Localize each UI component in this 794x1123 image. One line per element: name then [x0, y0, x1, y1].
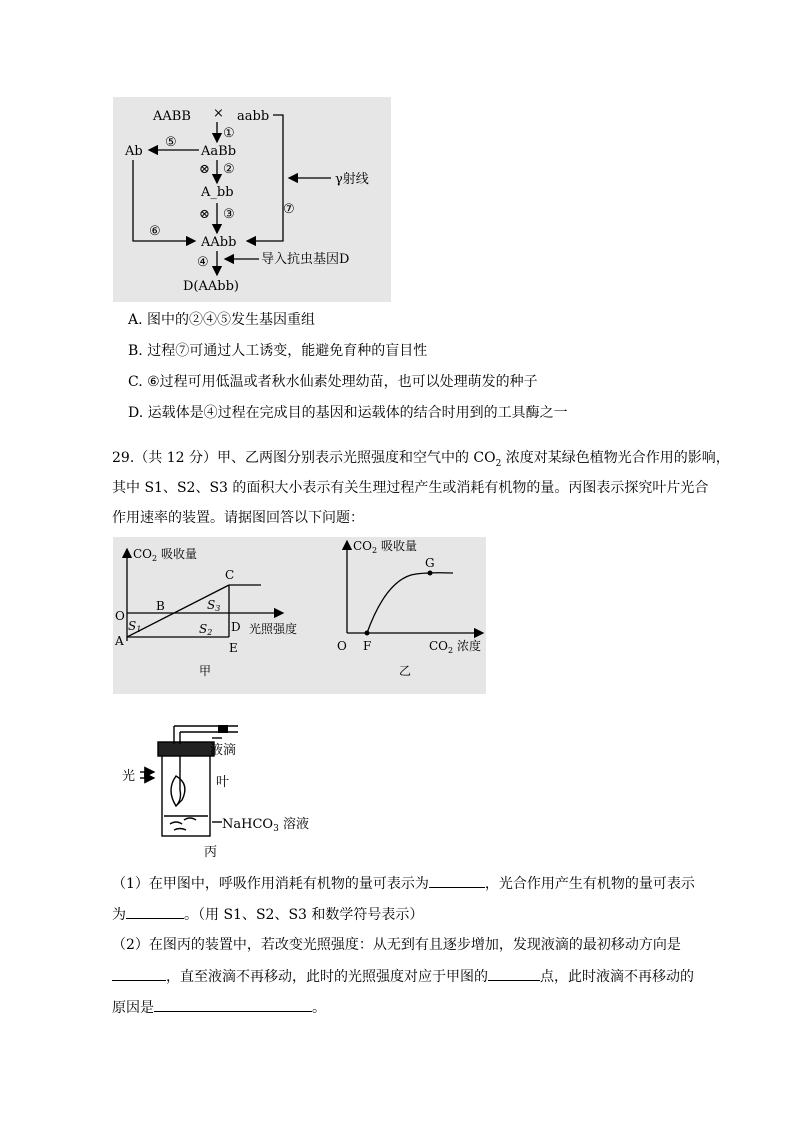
apparatus-figure: [118, 720, 318, 860]
option-b-text: 过程⑦可通过人工诱变，能避免育种的盲目性: [147, 343, 428, 359]
yi-point-o: O: [337, 639, 347, 653]
droplet-label: 液滴: [210, 743, 237, 758]
jia-point-o: O: [115, 609, 125, 623]
gamma-ray-label: γ射线: [335, 172, 369, 187]
num-4: ④: [197, 255, 209, 270]
graphs-panel: [113, 537, 486, 694]
light-label: 光: [122, 769, 136, 784]
option-b-letter: B.: [128, 343, 143, 359]
q1-line-1: （1）在甲图中，呼吸作用消耗有机物的量可表示为 ，光合作用产生有机物的量可表示: [112, 873, 695, 894]
genotype-a-bb: A_bb: [201, 185, 234, 200]
apparatus-caption: 丙: [204, 845, 218, 860]
q2-blank-direction[interactable]: [112, 966, 166, 981]
yi-y-label: $CO_2$ 吸收量: [353, 539, 417, 555]
q2-line-2: ，直至液滴不再移动，此时的光照强度对应于甲图的 点，此时液滴不再移动的: [112, 966, 694, 987]
num-7: ⑦: [283, 202, 295, 217]
q2-blank-point[interactable]: [488, 966, 540, 981]
jia-s1: S1: [128, 619, 142, 634]
jia-caption: 甲: [199, 664, 212, 678]
yi-curve: [367, 573, 453, 633]
jia-point-d: D: [231, 620, 241, 634]
droplet-mark: [218, 725, 228, 733]
genotype-d-aabb: D(AAbb): [183, 279, 239, 294]
apparatus-svg: [118, 720, 318, 860]
yi-point-f: F: [363, 639, 372, 653]
num-1: ①: [223, 126, 235, 141]
yi-caption: 乙: [399, 664, 412, 678]
jia-point-b: B: [156, 599, 165, 613]
question-29-line-2: 其中 S1、S2、S3 的面积大小表示有关生理过程产生或消耗有机物的量。丙图表示探究叶片光合: [112, 480, 709, 496]
yi-point-g-dot: [428, 571, 433, 576]
q1-blank-photosynthesis[interactable]: [126, 904, 184, 919]
num-3: ③: [223, 207, 235, 222]
graphs-svg: [113, 537, 486, 694]
num-5: ⑤: [165, 135, 177, 150]
option-c-text: ⑥过程可用低温或者秋水仙素处理幼苗，也可以处理萌发的种子: [147, 374, 538, 390]
genotype-ab: Ab: [125, 144, 143, 159]
num-2: ②: [223, 162, 235, 177]
option-d-letter: D.: [128, 405, 144, 421]
genotype-f1: AaBb: [201, 144, 237, 159]
num-6: ⑥: [149, 224, 161, 239]
q2-line-3: 原因是 。: [112, 997, 326, 1018]
jia-s3: S3: [207, 598, 221, 613]
option-c: [128, 372, 538, 392]
option-d-text: 运载体是④过程在完成目的基因和运载体的结合时用到的工具酶之一: [147, 405, 568, 421]
jia-y-label: $CO_2$ 吸收量: [133, 547, 197, 563]
genotype-aabb-target: AAbb: [201, 235, 237, 250]
selfing-1: ⊗: [199, 162, 210, 177]
yi-x-label: $CO_2$ 浓度: [429, 639, 481, 655]
question-29-line-1: 29.（共 12 分）甲、乙两图分别表示光照强度和空气中的 $CO_2$ 浓度对某绿色植物光合作用的影响，: [112, 450, 730, 469]
parent-aabb: AABB: [153, 109, 191, 124]
solution-label: NaHCO$_3$ 溶液: [222, 817, 309, 834]
jia-point-a: A: [115, 634, 124, 648]
breeding-diagram-svg: [113, 97, 391, 302]
stopper: [158, 742, 214, 756]
yi-point-g: G: [425, 556, 435, 570]
option-c-letter: C.: [128, 374, 143, 390]
parent-aabb-recessive: aabb: [237, 109, 270, 124]
q1-line-2: 为 。（用 S1、S2、S3 和数学符号表示）: [112, 904, 423, 925]
jia-point-c: C: [225, 568, 235, 582]
leaf-shape: [171, 776, 185, 806]
q2-blank-reason[interactable]: [154, 997, 312, 1012]
option-d: [128, 403, 568, 423]
selfing-2: ⊗: [199, 207, 210, 222]
question-29-line-3: 作用速率的装置。请据图回答以下问题：: [112, 510, 364, 526]
option-a-letter: A.: [128, 312, 143, 328]
q1-blank-respiration[interactable]: [429, 873, 485, 888]
option-a-text: 图中的②④⑤发生基因重组: [147, 312, 316, 328]
option-b: [128, 341, 427, 361]
cross-symbol: ×: [213, 106, 224, 121]
q2-line-1: （2）在图丙的装置中，若改变光照强度：从无到有且逐步增加，发现液滴的最初移动方向是: [112, 937, 681, 953]
option-a: [128, 310, 315, 330]
leaf-label: 叶: [216, 775, 230, 790]
breeding-diagram: [113, 97, 391, 302]
jia-x-label: 光照强度: [249, 622, 298, 636]
gene-import-label: 导入抗虫基因D: [261, 252, 350, 267]
jia-point-e: E: [229, 641, 238, 655]
jia-s2: S2: [199, 622, 213, 637]
yi-point-f-dot: [365, 631, 370, 636]
jar: [162, 754, 210, 836]
